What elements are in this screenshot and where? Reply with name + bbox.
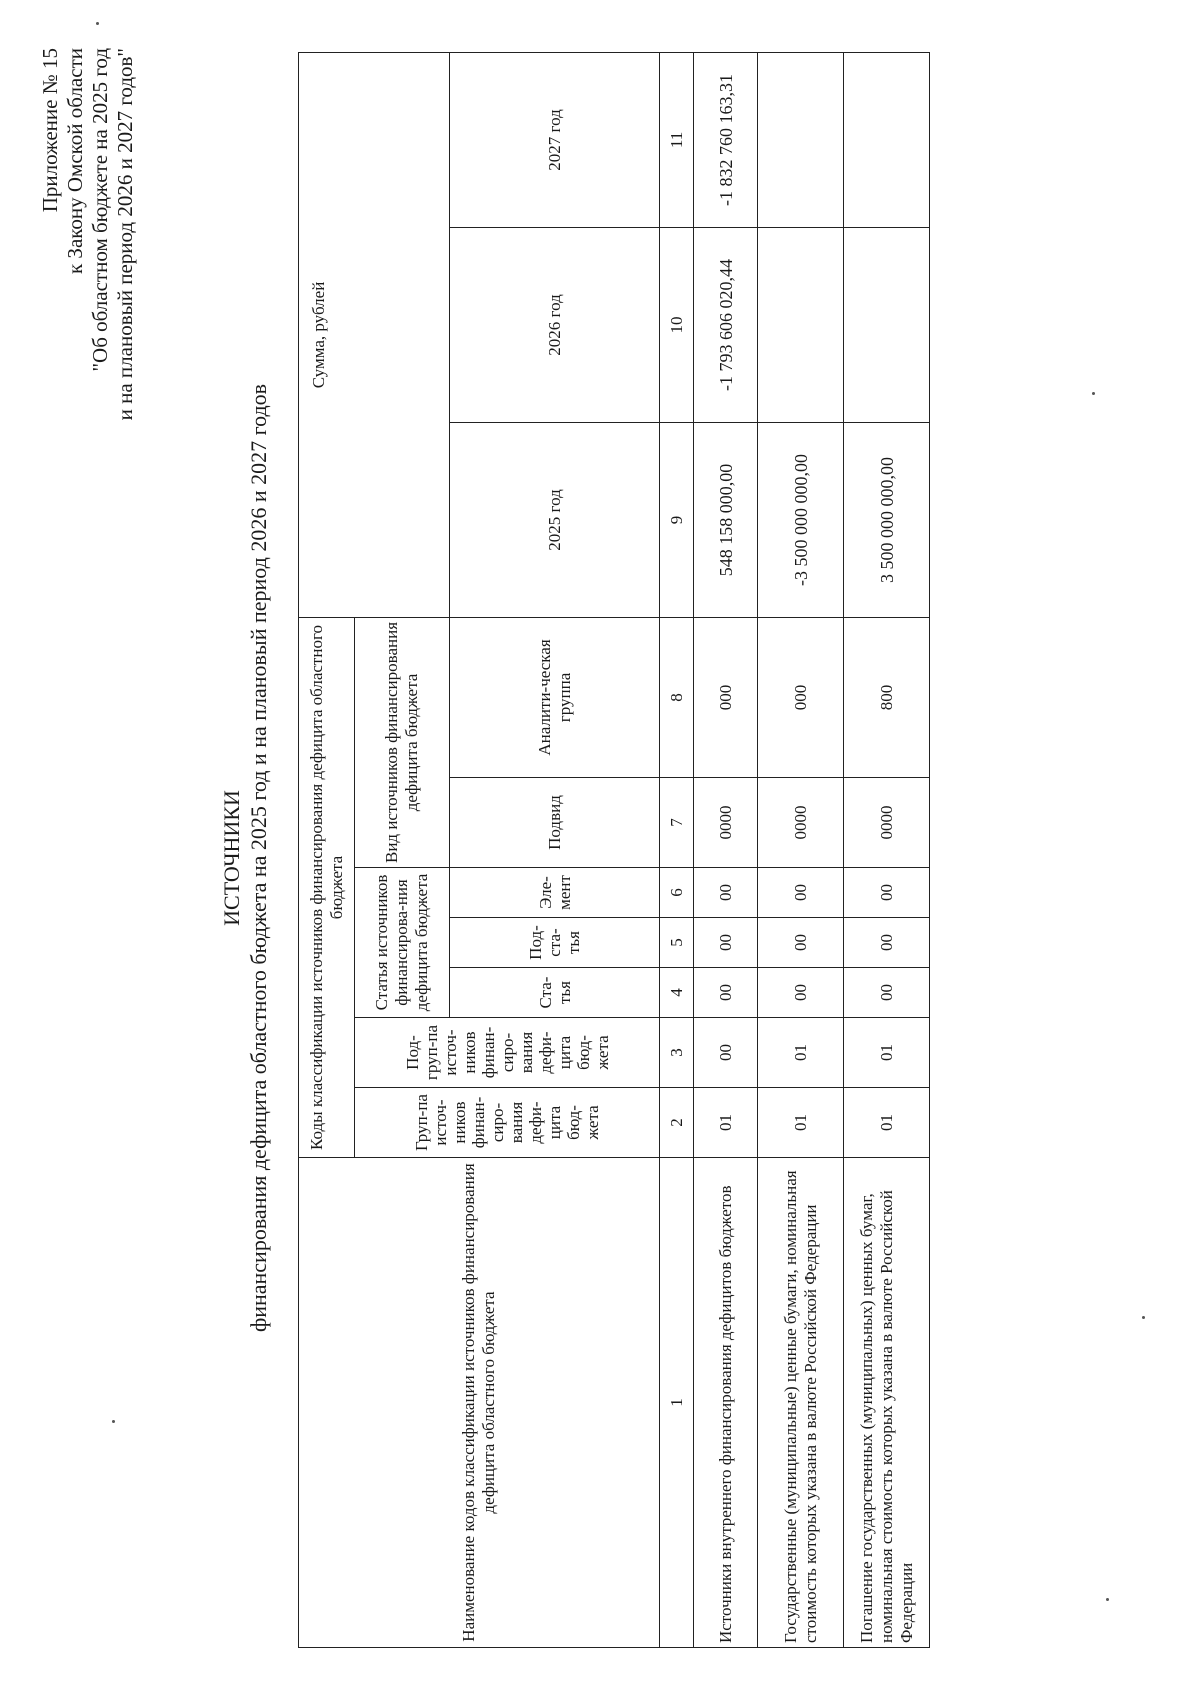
row-name: Погашение государственных (муниципальных) ценных бумаг, номинальная стоимость которых указана в валюте Российской Федерации	[844, 1158, 930, 1648]
document-title	[218, 328, 272, 1388]
header-article: Ста-тья	[450, 968, 660, 1018]
row-subkind: 0000	[694, 778, 758, 868]
header-group: Груп-па источ-ников финан-сиро-вания дефи-цита бюд-жета	[355, 1088, 660, 1158]
col-num-1: 1	[660, 1158, 694, 1648]
scan-speck	[1106, 1598, 1109, 1601]
header-name: Наименование кодов классификации источников финансирования дефицита областного бюджета	[299, 1158, 660, 1648]
scan-speck	[96, 22, 99, 25]
title-sub: финансирования дефицита областного бюджета на 2025 год и на плановый период 2026 и 2027 годов	[246, 383, 271, 1333]
appendix-line-1: Приложение № 15	[38, 48, 62, 213]
col-num-4: 4	[660, 968, 694, 1018]
row-subarticle: 00	[758, 918, 844, 968]
row-element: 00	[694, 868, 758, 918]
row-subarticle: 00	[694, 918, 758, 968]
title-main: ИСТОЧНИКИ	[219, 790, 244, 926]
header-codes: Коды классификации источников финансирования дефицита областного бюджета	[299, 617, 355, 1157]
row-subarticle: 00	[844, 918, 930, 968]
row-sum-2025: 548 158 000,00	[694, 422, 758, 617]
table-row	[758, 52, 844, 1647]
col-num-11: 11	[660, 52, 694, 227]
col-num-5: 5	[660, 918, 694, 968]
col-num-7: 7	[660, 778, 694, 868]
row-group: 01	[694, 1088, 758, 1158]
row-subgroup: 00	[694, 1018, 758, 1088]
row-element: 00	[844, 868, 930, 918]
header-analytic: Аналити-ческая группа	[450, 617, 660, 777]
row-group: 01	[758, 1088, 844, 1158]
header-element: Эле-мент	[450, 868, 660, 918]
row-article: 00	[694, 968, 758, 1018]
header-subarticle: Под-ста-тья	[450, 918, 660, 968]
appendix-line-3: "Об областном бюджете на 2025 год	[88, 48, 112, 372]
row-sum-2027	[844, 52, 930, 227]
row-name: Государственные (муниципальные) ценные бумаги, номинальная стоимость которых указана в валюте Российской Федерации	[758, 1158, 844, 1648]
row-group: 01	[844, 1088, 930, 1158]
header-subkind: Подвид	[450, 778, 660, 868]
col-num-2: 2	[660, 1088, 694, 1158]
row-sum-2026: -1 793 606 020,44	[694, 227, 758, 422]
financing-sources-table	[298, 52, 930, 1648]
row-sum-2026	[758, 227, 844, 422]
row-sum-2025: -3 500 000 000,00	[758, 422, 844, 617]
header-2027: 2027 год	[450, 52, 660, 227]
scan-speck	[1142, 1316, 1145, 1319]
row-article: 00	[844, 968, 930, 1018]
row-analytic: 000	[694, 617, 758, 777]
header-kind-block: Вид источников финансирования дефицита бюджета	[355, 617, 450, 867]
header-subgroup: Под-груп-па источ-ников финан-сиро-вания дефи-цита бюд-жета	[355, 1018, 660, 1088]
col-num-6: 6	[660, 868, 694, 918]
col-num-8: 8	[660, 617, 694, 777]
row-subgroup: 01	[844, 1018, 930, 1088]
header-article-block: Статья источников финансирова-ния дефицита бюджета	[355, 868, 450, 1018]
row-subgroup: 01	[758, 1018, 844, 1088]
row-article: 00	[758, 968, 844, 1018]
table-row	[844, 52, 930, 1647]
row-sum-2027	[758, 52, 844, 227]
header-sum-label: Сумма, рублей	[309, 281, 328, 389]
row-sum-2027: -1 832 760 163,31	[694, 52, 758, 227]
appendix-note	[38, 48, 138, 448]
column-numbers-row	[660, 52, 694, 1647]
header-2026: 2026 год	[450, 227, 660, 422]
col-num-9: 9	[660, 422, 694, 617]
header-2025: 2025 год	[450, 422, 660, 617]
appendix-line-4: и на плановый период 2026 и 2027 годов"	[113, 48, 137, 421]
row-subkind: 0000	[758, 778, 844, 868]
row-analytic: 800	[844, 617, 930, 777]
scan-speck	[1092, 392, 1095, 395]
row-analytic: 000	[758, 617, 844, 777]
col-num-10: 10	[660, 227, 694, 422]
table-row	[694, 52, 758, 1647]
row-name: Источники внутреннего финансирования дефицитов бюджетов	[694, 1158, 758, 1648]
row-sum-2025: 3 500 000 000,00	[844, 422, 930, 617]
row-element: 00	[758, 868, 844, 918]
appendix-line-2: к Закону Омской области	[63, 48, 87, 275]
scan-speck	[112, 1420, 115, 1423]
row-subkind: 0000	[844, 778, 930, 868]
col-num-3: 3	[660, 1018, 694, 1088]
row-sum-2026	[844, 227, 930, 422]
header-sum	[299, 52, 450, 617]
